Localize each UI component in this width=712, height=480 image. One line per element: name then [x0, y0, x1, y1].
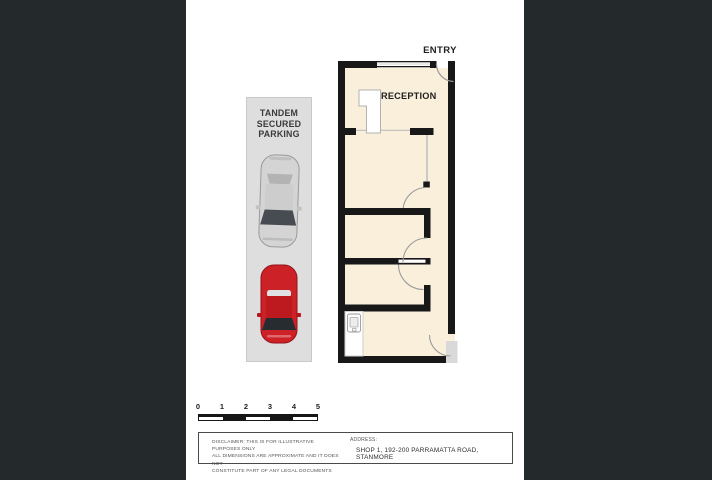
disclaimer-line: ALL DIMENSIONS ARE APPROXIMATE AND IT DOES NOT: [212, 454, 339, 467]
car-red-icon: [255, 262, 303, 346]
scale-tick-label: 3: [267, 402, 273, 411]
plan-canvas: [186, 0, 524, 480]
address-value: SHOP 1, 192-200 PARRAMATTA ROAD, STANMORE: [356, 446, 479, 461]
parking-label-line: TANDEM: [259, 108, 299, 118]
entry-label: ENTRY: [423, 45, 457, 56]
reception-label: RECEPTION: [381, 91, 437, 101]
address-box: [344, 432, 513, 464]
scale-tick-label: 2: [243, 402, 249, 411]
parking-label-line: PARKING: [258, 129, 300, 140]
disclaimer-box: [198, 432, 345, 474]
parking-label-line: SECURED: [256, 118, 302, 129]
scale-tick-label: 0: [195, 402, 201, 411]
scale-tick-label: 5: [315, 402, 321, 411]
scale-tick-label: 1: [219, 402, 225, 411]
scale-tick-labels: [195, 402, 321, 411]
scale-bar-rule: [198, 414, 318, 421]
sink-icon: [348, 314, 361, 332]
address-label: ADDRESS:: [350, 437, 378, 443]
disclaimer-line: DISCLAIMER: THIS IS FOR ILLUSTRATIVE PURPOSES ONLY: [212, 440, 314, 453]
window: [377, 61, 430, 68]
parking-label: [246, 108, 312, 140]
scale-bar: [195, 402, 321, 422]
disclaimer-line: CONSTITUTE PART OF ANY LEGAL DOCUMENTS: [212, 468, 332, 474]
car-silver-icon: [252, 151, 306, 250]
scale-tick-label: 4: [291, 402, 297, 411]
